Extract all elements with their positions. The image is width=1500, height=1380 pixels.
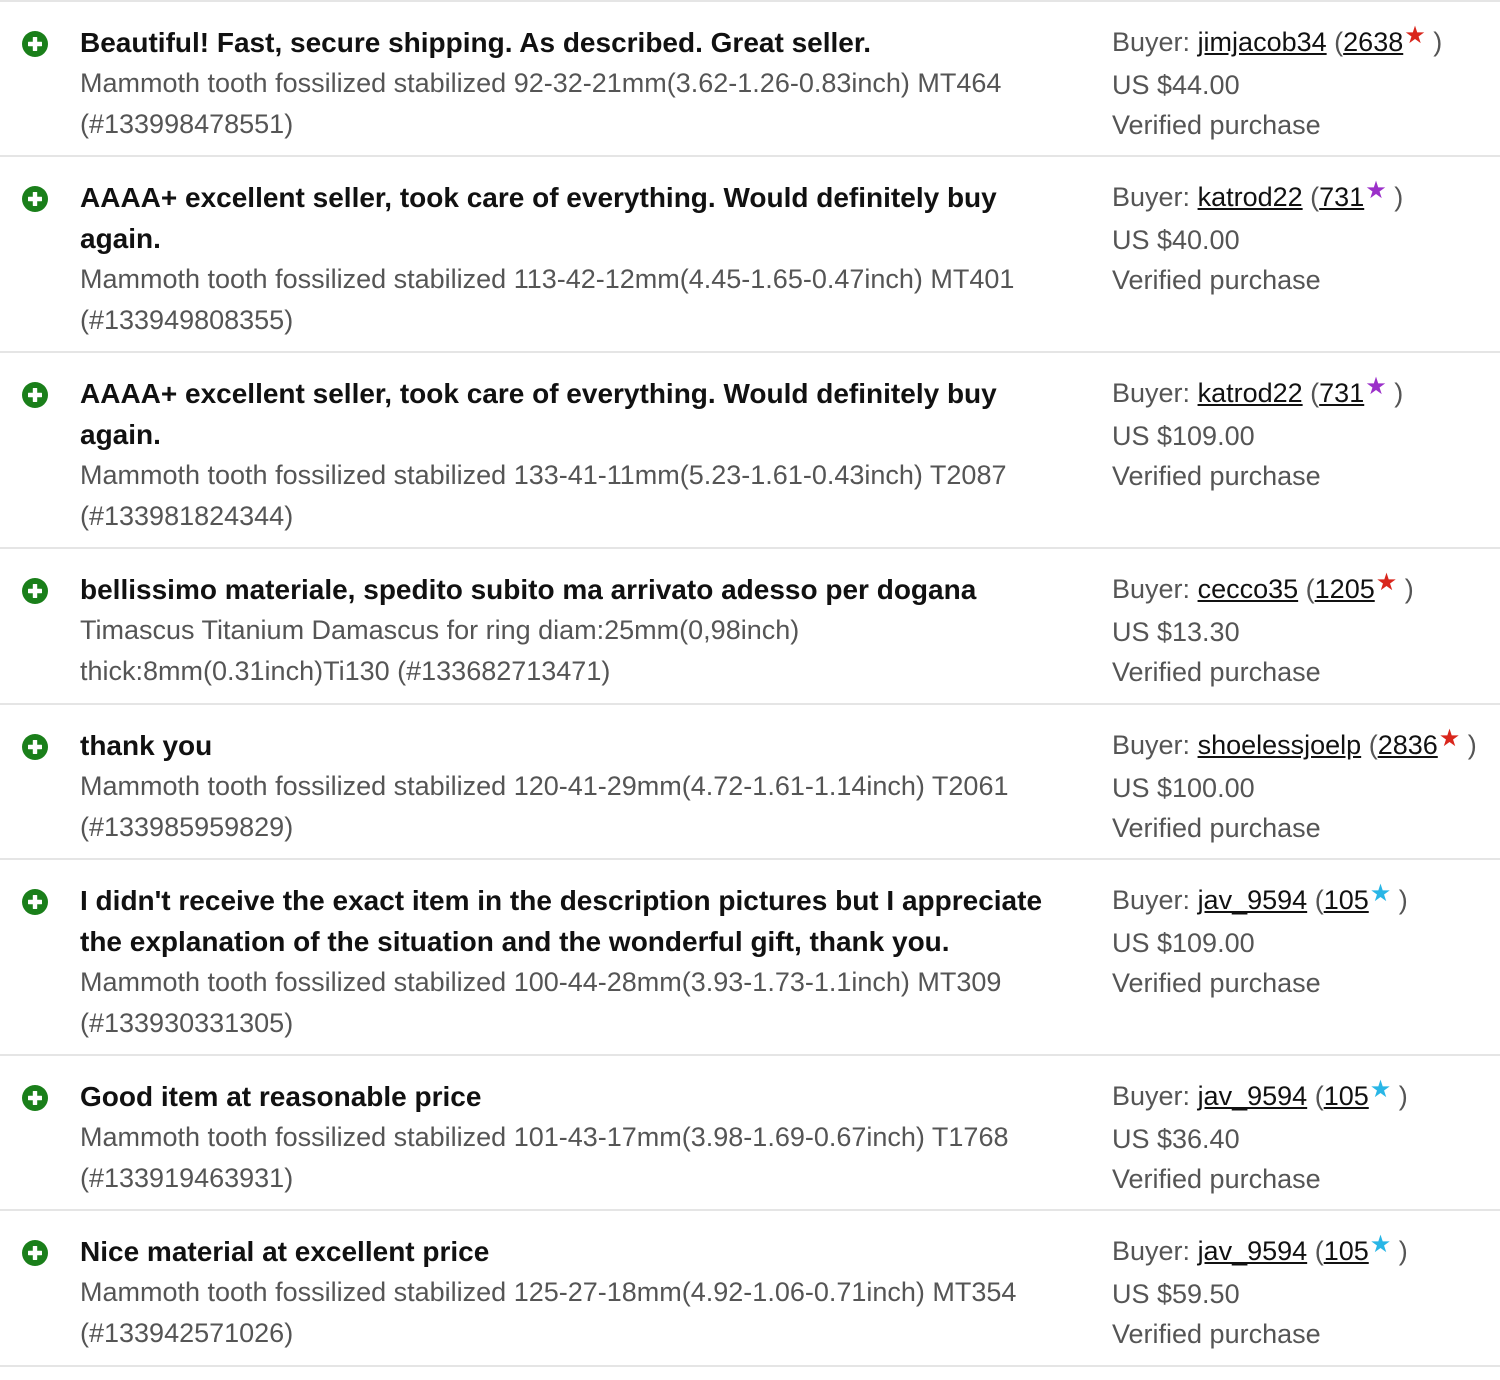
price: US $44.00	[1112, 69, 1240, 100]
item-title	[80, 63, 1070, 144]
feedback-row	[0, 705, 1500, 860]
item-name: Mammoth tooth fossilized stabilized 125-27-18mm(4.92-1.06-0.71inch) MT354	[80, 1277, 1017, 1307]
open-paren: (	[1305, 574, 1315, 604]
buyer-label: Buyer:	[1112, 885, 1191, 915]
feedback-row	[0, 1056, 1500, 1211]
open-paren: (	[1310, 182, 1320, 212]
item-number: (#133930331305)	[80, 1007, 294, 1038]
verified-purchase-label: Verified purchase	[1112, 110, 1321, 140]
item-number: (#133985959829)	[80, 811, 294, 842]
buyer-score-link[interactable]: 731	[1319, 378, 1365, 408]
feedback-comment: Good item at reasonable price	[80, 1081, 482, 1112]
feedback-comment: thank you	[80, 730, 213, 761]
buyer-line	[1112, 1231, 1408, 1274]
buyer-score-link[interactable]: 105	[1323, 885, 1369, 915]
buyer-username-link[interactable]: katrod22	[1197, 378, 1303, 408]
feedback-comment: AAAA+ excellent seller, took care of everything. Would definitely buy again.	[80, 182, 997, 254]
verified-purchase-label: Verified purchase	[1112, 1319, 1321, 1349]
buyer-username-link[interactable]: jav_9594	[1197, 1236, 1308, 1266]
buyer-line	[1112, 1076, 1408, 1119]
item-name: Mammoth tooth fossilized stabilized 133-41-11mm(5.23-1.61-0.43inch) T2087	[80, 460, 1007, 490]
buyer-info	[1112, 725, 1477, 849]
item-title	[80, 610, 1070, 691]
feedback-comment: I didn't receive the exact item in the description pictures but I appreciate the explanation of the situation and the wonderful gift, thank you.	[80, 885, 1043, 957]
buyer-info	[1112, 22, 1442, 146]
close-paren: )	[1391, 1236, 1408, 1266]
positive-feedback-icon	[22, 31, 48, 57]
feedback-details	[80, 569, 1070, 691]
price: US $109.00	[1112, 927, 1255, 958]
buyer-line	[1112, 22, 1442, 65]
feedback-details	[80, 177, 1070, 340]
buyer-info	[1112, 880, 1408, 1004]
item-name: Mammoth tooth fossilized stabilized 113-42-12mm(4.45-1.65-0.47inch) MT401	[80, 264, 1015, 294]
positive-feedback-icon	[22, 382, 48, 408]
feedback-star-icon: ★	[1404, 22, 1426, 49]
feedback-comment: AAAA+ excellent seller, took care of everything. Would definitely buy again.	[80, 378, 997, 450]
feedback-star-icon: ★	[1369, 880, 1392, 907]
buyer-label: Buyer:	[1112, 574, 1191, 604]
feedback-row	[0, 1211, 1500, 1367]
buyer-info	[1112, 569, 1414, 693]
item-number: (#133981824344)	[80, 500, 294, 531]
positive-feedback-icon	[22, 578, 48, 604]
buyer-score-link[interactable]: 105	[1323, 1081, 1369, 1111]
feedback-details	[80, 373, 1070, 536]
buyer-label: Buyer:	[1112, 1081, 1191, 1111]
open-paren: (	[1314, 1081, 1324, 1111]
buyer-info	[1112, 1231, 1408, 1355]
item-number: (#133998478551)	[80, 108, 294, 139]
item-name: Mammoth tooth fossilized stabilized 92-32-21mm(3.62-1.26-0.83inch) MT464	[80, 68, 1002, 98]
close-paren: )	[1386, 378, 1404, 408]
open-paren: (	[1310, 378, 1320, 408]
buyer-line	[1112, 373, 1403, 416]
buyer-label: Buyer:	[1112, 27, 1191, 57]
buyer-line	[1112, 177, 1403, 220]
positive-feedback-icon	[22, 186, 48, 212]
feedback-star-icon: ★	[1365, 177, 1387, 204]
feedback-row	[0, 2, 1500, 157]
feedback-star-icon: ★	[1438, 725, 1461, 752]
item-name: Timascus Titanium Damascus for ring diam:25mm(0,98inch) thick:8mm(0.31inch)Ti130	[80, 615, 800, 686]
feedback-details	[80, 1231, 1070, 1353]
item-title	[80, 259, 1070, 340]
feedback-details	[80, 880, 1070, 1043]
buyer-info	[1112, 1076, 1408, 1200]
buyer-username-link[interactable]: jav_9594	[1197, 885, 1308, 915]
buyer-label: Buyer:	[1112, 182, 1191, 212]
item-name: Mammoth tooth fossilized stabilized 100-44-28mm(3.93-1.73-1.1inch) MT309	[80, 967, 1002, 997]
item-number: (#133942571026)	[80, 1317, 294, 1348]
close-paren: )	[1386, 182, 1404, 212]
close-paren: )	[1391, 1081, 1408, 1111]
open-paren: (	[1334, 27, 1344, 57]
feedback-comment: Beautiful! Fast, secure shipping. As described. Great seller.	[80, 27, 871, 58]
open-paren: (	[1314, 1236, 1324, 1266]
price: US $13.30	[1112, 616, 1240, 647]
buyer-label: Buyer:	[1112, 1236, 1191, 1266]
feedback-row	[0, 549, 1500, 705]
buyer-username-link[interactable]: shoelessjoelp	[1197, 730, 1362, 760]
verified-purchase-label: Verified purchase	[1112, 265, 1321, 295]
item-number: (#133949808355)	[80, 304, 294, 335]
verified-purchase-label: Verified purchase	[1112, 657, 1321, 687]
close-paren: )	[1425, 27, 1443, 57]
buyer-username-link[interactable]: cecco35	[1197, 574, 1299, 604]
item-title	[80, 962, 1070, 1043]
feedback-row	[0, 860, 1500, 1056]
verified-purchase-label: Verified purchase	[1112, 968, 1321, 998]
buyer-score-link[interactable]: 2638	[1343, 27, 1404, 57]
feedback-comment: Nice material at excellent price	[80, 1236, 490, 1267]
buyer-username-link[interactable]: katrod22	[1197, 182, 1303, 212]
price: US $36.40	[1112, 1123, 1240, 1154]
feedback-details	[80, 1076, 1070, 1198]
buyer-line	[1112, 725, 1477, 768]
buyer-info	[1112, 373, 1403, 497]
positive-feedback-icon	[22, 1240, 48, 1266]
price: US $59.50	[1112, 1278, 1240, 1309]
verified-purchase-label: Verified purchase	[1112, 461, 1321, 491]
item-number: (#133682713471)	[397, 655, 611, 686]
price: US $40.00	[1112, 224, 1240, 255]
buyer-line	[1112, 569, 1414, 612]
item-title	[80, 1117, 1070, 1198]
item-name: Mammoth tooth fossilized stabilized 120-41-29mm(4.72-1.61-1.14inch) T2061	[80, 771, 1009, 801]
feedback-row	[0, 353, 1500, 549]
feedback-comment: bellissimo materiale, spedito subito ma arrivato adesso per dogana	[80, 574, 977, 605]
buyer-score-link[interactable]: 2836	[1377, 730, 1438, 760]
item-number: (#133919463931)	[80, 1162, 294, 1193]
buyer-info	[1112, 177, 1403, 301]
verified-purchase-label: Verified purchase	[1112, 1164, 1321, 1194]
buyer-label: Buyer:	[1112, 730, 1191, 760]
close-paren: )	[1460, 730, 1477, 760]
buyer-line	[1112, 880, 1408, 923]
feedback-details	[80, 725, 1070, 847]
feedback-details	[80, 22, 1070, 144]
item-title	[80, 766, 1070, 847]
price: US $109.00	[1112, 420, 1255, 451]
price: US $100.00	[1112, 772, 1255, 803]
verified-purchase-label: Verified purchase	[1112, 813, 1321, 843]
buyer-score-link[interactable]: 105	[1323, 1236, 1369, 1266]
buyer-label: Buyer:	[1112, 378, 1191, 408]
feedback-star-icon: ★	[1375, 569, 1398, 596]
feedback-row	[0, 157, 1500, 353]
buyer-username-link[interactable]: jimjacob34	[1197, 27, 1327, 57]
buyer-score-link[interactable]: 1205	[1314, 574, 1375, 604]
feedback-star-icon: ★	[1365, 373, 1387, 400]
positive-feedback-icon	[22, 889, 48, 915]
open-paren: (	[1368, 730, 1378, 760]
buyer-score-link[interactable]: 731	[1319, 182, 1365, 212]
item-title	[80, 1272, 1070, 1353]
open-paren: (	[1314, 885, 1324, 915]
close-paren: )	[1391, 885, 1408, 915]
positive-feedback-icon	[22, 1085, 48, 1111]
buyer-username-link[interactable]: jav_9594	[1197, 1081, 1308, 1111]
item-name: Mammoth tooth fossilized stabilized 101-43-17mm(3.98-1.69-0.67inch) T1768	[80, 1122, 1009, 1152]
item-title	[80, 455, 1070, 536]
feedback-star-icon: ★	[1369, 1076, 1392, 1103]
feedback-star-icon: ★	[1369, 1231, 1392, 1258]
close-paren: )	[1397, 574, 1414, 604]
positive-feedback-icon	[22, 734, 48, 760]
